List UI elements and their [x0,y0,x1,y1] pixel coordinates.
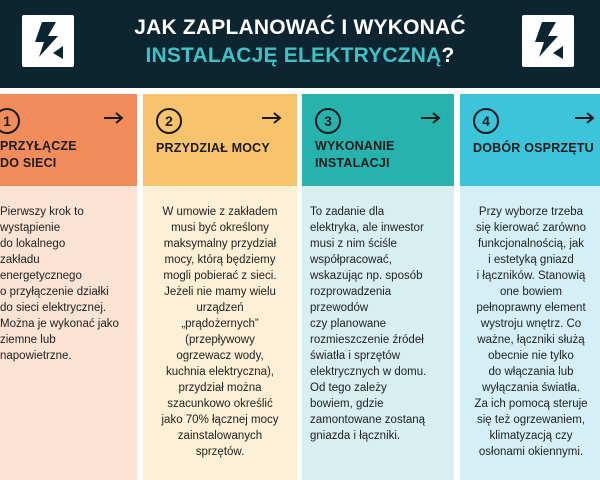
text-line: przewodów [310,302,369,314]
step-title-line: WYKONANIE [315,139,395,153]
header-banner [0,0,600,88]
text-line: Przy wyborze trzeba [478,206,584,218]
text-line: Można je wykonać jako [0,318,119,330]
step-column-3 [302,94,454,480]
step-column-2 [143,94,297,480]
text-line: Za ich pomocą steruje [474,398,588,410]
step-description [0,204,134,364]
step-title-line: DO SIECI [0,156,57,170]
text-line: mocy, którą będziemy [164,254,276,266]
text-line: rozmieszczenie źródeł [310,334,424,346]
text-line: zamontowane zostaną [310,414,426,426]
text-line: funkcjonalnością, jak [477,238,585,250]
title-line-1: JAK ZAPLANOWAĆ I WYKONAĆ [134,16,466,39]
text-line: musi być określony [171,222,269,234]
text-line: wskazując np. sposób [310,270,423,282]
text-line: do sieci elektrycznej. [0,302,107,314]
text-line: szacunkowo określić [167,398,273,410]
text-line: elektryka, ale inwestor [310,222,424,234]
text-line: W umowie z zakładem [162,206,278,218]
lightning-bolt-arrow-icon [22,15,74,67]
text-line: Od tego zależy [310,382,387,394]
arrow-right-icon [261,111,283,125]
text-line: czy planowane [310,318,387,330]
text-line: urządzeń [196,302,244,314]
text-line: światła i sprzętów [310,350,401,362]
text-line: ogrzewacz wody, [176,350,264,362]
step-title-line: INSTALACJI [315,156,390,170]
text-line: To zadanie dla [310,206,385,218]
arrow-right-icon [420,111,442,125]
step-title-line: PRZYŁĄCZE [0,139,77,153]
step-title [473,140,594,157]
text-line: jako 70% łącznej mocy [161,414,279,426]
step-description [466,204,596,460]
text-line: sprzętów. [195,446,245,458]
step-title [156,140,270,157]
step-title [315,138,395,172]
text-line: pełnoprawny element [476,302,586,314]
step-column-1 [0,94,137,480]
text-line: kuchnia elektryczna), [165,366,275,378]
text-line: przydział można [178,382,262,394]
text-line: napowietrzne. [0,350,72,362]
step-title-line: PRZYDZIAŁ MOCY [156,141,270,155]
step-number: 3 [315,108,341,134]
step-body [0,186,137,480]
step-body [143,186,297,480]
text-line: wyłączania światła. [482,382,580,394]
title-accent: INSTALACJĘ ELEKTRYCZNĄ [145,44,442,67]
text-line: i łączników. Stanowią [476,270,586,282]
text-line: gniazda i łączniki. [310,430,401,442]
step-header [143,94,297,186]
step-header [302,94,454,186]
text-line: do włączania lub [488,366,574,378]
text-line: obecnie nie tylko [488,350,574,362]
text-line: „prądożernych” [181,318,259,330]
title-question-mark: ? [441,44,455,67]
arrow-right-icon [574,111,596,125]
text-line: się też ogrzewaniem, [476,414,586,426]
text-line: wystroju wnętrz. Co [480,318,582,330]
text-line: do lokalnego [0,238,66,250]
arrow-right-icon [103,111,125,125]
text-line: osłonami okiennymi. [478,446,584,458]
text-line: one bowiem [499,286,562,298]
step-header [0,94,137,186]
text-line: maksymalny przydział [163,238,277,250]
text-line: zakładu [0,254,40,266]
text-line: zainstalowanych [177,430,263,442]
text-line: energetycznego [0,270,82,282]
text-line: elektrycznych w domu. [310,366,427,378]
text-line: bowiem, gdzie [310,398,384,410]
text-line: ziemne lub [0,334,56,346]
step-number: 2 [156,108,182,134]
text-line: rozprowadzenia [310,286,392,298]
text-line: ważne, łączniki służą [477,334,585,346]
text-line: klimatyzacją czy [489,430,573,442]
step-description [310,204,450,444]
text-line: (przepływowy [185,334,255,346]
step-column-4 [460,94,600,480]
step-number: 1 [0,108,20,134]
text-line: wystąpienie [0,222,61,234]
text-line: mogli pobierać z sieci. [163,270,277,282]
step-body [460,186,600,480]
step-description [149,204,291,460]
lightning-bolt-arrow-icon [522,15,574,67]
text-line: o przyłączenie działki [0,286,109,298]
text-line: Pierwszy krok to [0,206,84,218]
text-line: Jeżeli nie mamy wielu [164,286,276,298]
text-line: musi z nim ściśle [310,238,397,250]
step-header [460,94,600,186]
step-title [0,138,77,172]
text-line: i estetyką gniazd [488,254,574,266]
text-line: się kierować zarówno [476,222,586,234]
step-body [302,186,454,480]
step-title-line: DOBÓR OSPRZĘTU [473,141,594,155]
text-line: współpracować, [310,254,392,266]
page-title [90,14,510,70]
title-line-2 [90,42,510,70]
step-number: 4 [473,108,499,134]
